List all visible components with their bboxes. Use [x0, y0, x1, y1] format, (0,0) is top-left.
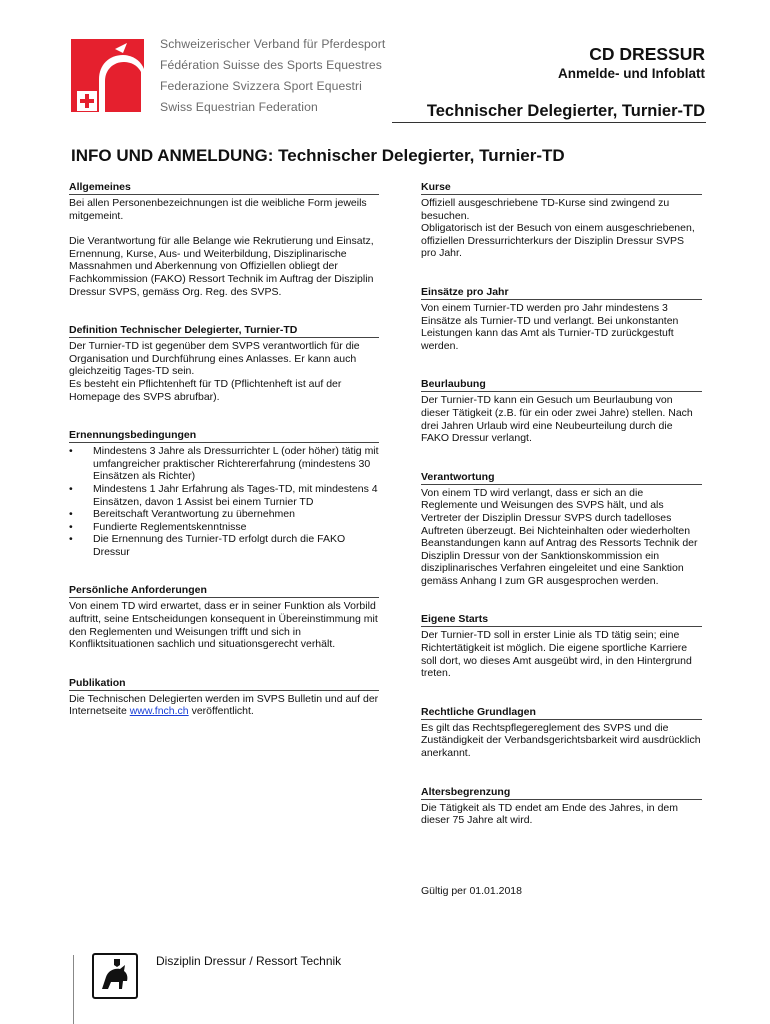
section-heading: Allgemeines: [69, 181, 379, 195]
header-divider: [392, 122, 706, 123]
section-heading: Kurse: [421, 181, 702, 195]
section-allgemeines: [69, 181, 379, 298]
paragraph: Bei allen Personenbezeichnungen ist die weibliche Form jeweils mitgemeint.: [69, 197, 367, 222]
paragraph: Obligatorisch ist der Besuch von einem ausgeschriebenen, offiziellen Dressurrichterkurs der Disziplin Dressur SVPS pro Jahr.: [421, 222, 695, 260]
section-heading: Einsätze pro Jahr: [421, 286, 702, 300]
section-heading: Publikation: [69, 677, 379, 691]
section-heading: Ernennungsbedingungen: [69, 429, 379, 443]
list-item: • Mindestens 3 Jahre als Dressurrichter L (oder höher) tätig mit umfangreicher praktischer Richtererfahrung (mindestens 30 Einsätzen als Richter): [93, 445, 379, 483]
page-title: INFO UND ANMELDUNG: Technischer Delegierter, Turnier-TD: [71, 146, 565, 165]
section-heading: Altersbegrenzung: [421, 786, 702, 800]
paragraph: Es gilt das Rechtspflegereglement des SVPS und die Zuständigkeit der Verbandsgerichtsbarkeit wird ausdrücklich anerkannt.: [421, 721, 701, 760]
list-item: • Die Ernennung des Turnier-TD erfolgt durch die FAKO Dressur: [93, 533, 379, 558]
footer-text: Disziplin Dressur / Ressort Technik: [156, 954, 342, 968]
paragraph-text: Die Technischen Delegierten werden im SVPS Bulletin und auf der Internetseite: [69, 692, 379, 718]
paragraph-text: veröffentlicht.: [188, 705, 254, 718]
list-item: • Fundierte Reglementskenntnisse: [93, 521, 379, 534]
dressage-icon: [92, 953, 138, 999]
doc-subtitle: Anmelde- und Infoblatt: [558, 66, 705, 81]
dressage-pictogram: [92, 953, 138, 999]
section-heading: Rechtliche Grundlagen: [421, 706, 702, 720]
paragraph: Von einem TD wird verlangt, dass er sich an die Reglemente und Weisungen des SVPS hält, und als Vertreter der Disziplin Dressur SVPS durch tadelloses Auftreten überzeugt. Bei Nichteinhalten oder wiederholten Beanstandungen kann auf Antrag des Ressorts Technik der Disziplin Dressur von der Sanktionskommission ein disziplinarisches Verfahren eingeleitet und eine Sanktion gemäss Anhang I zum GR ausgesprochen werden.: [421, 486, 698, 587]
paragraph: Der Turnier-TD kann ein Gesuch um Beurlaubung von dieser Tätigkeit (z.B. für ein oder zwei Jahre) stellen. Nach drei Jahren Urlaub wird eine Neubeurteilung durch die FAKO Dressur verlangt.: [421, 394, 693, 445]
section-verantwortung: [421, 471, 702, 588]
section-ernennungsbedingungen: [69, 429, 379, 558]
section-heading: Definition Technischer Delegierter, Turnier-TD: [69, 324, 379, 338]
section-beurlaubung: [421, 378, 702, 444]
org-name-en: Swiss Equestrian Federation: [160, 100, 318, 114]
section-heading: Verantwortung: [421, 471, 702, 485]
left-column: [69, 181, 379, 718]
section-altersbegrenzung: [421, 786, 702, 827]
paragraph: Von einem Turnier-TD werden pro Jahr mindestens 3 Einsätze als Turnier-TD und verlangt. Bei unkonstanten Leistungen kann das Amt als Turnier-TD zurückgestuft werden.: [421, 301, 679, 352]
horse-logo-icon: [71, 39, 144, 112]
list-item: • Bereitschaft Verantwortung zu übernehmen: [93, 508, 379, 521]
svps-logo: [71, 39, 144, 112]
validity-date: Gültig per 01.01.2018: [421, 884, 522, 897]
role-title: Technischer Delegierter, Turnier-TD: [426, 102, 705, 120]
paragraph: Es besteht ein Pflichtenheft für TD (Pflichtenheft ist auf der Homepage des SVPS abrufbar).: [69, 377, 342, 403]
section-eigene-starts: [421, 613, 702, 679]
footer-divider: [73, 955, 74, 1024]
org-name-de: Schweizerischer Verband für Pferdesport: [160, 37, 386, 51]
paragraph: Die Verantwortung für alle Belange wie Rekrutierung und Einsatz, Ernennung, Kurse, Aus- und Weiterbildung, Disziplinarische Massnahmen und Aberkennung von Offiziellen obliegt der Fachkommission (FAKO) Ressort Technik im Auftrag der Disziplin Dressur SVPS, gemäss Org. Reg. des SVPS.: [69, 235, 374, 298]
section-definition: [69, 324, 379, 403]
section-heading: Eigene Starts: [421, 613, 702, 627]
section-heading: Persönliche Anforderungen: [69, 584, 379, 598]
paragraph: Von einem TD wird erwartet, dass er in seiner Funktion als Vorbild auftritt, seine Entscheidungen konsequent in Übereinstimmung mit den Reglementen und Weisungen trifft und sich in Konfliktsituationen sachlich und situationsgerecht verhält.: [69, 600, 378, 651]
right-column: [421, 181, 702, 897]
section-rechtliche-grundlagen: [421, 706, 702, 760]
section-persoenliche-anforderungen: [69, 584, 379, 650]
section-kurse: [421, 181, 702, 260]
fnch-website-link[interactable]: www.fnch.ch: [129, 705, 189, 718]
paragraph: Der Turnier-TD ist gegenüber dem SVPS verantwortlich für die Organisation und Durchführung eines Anlasses. Er kann auch gleichzeitig Tages-TD sein.: [69, 340, 360, 378]
section-einsaetze: [421, 286, 702, 352]
section-publikation: [69, 677, 379, 718]
doc-title: CD DRESSUR: [589, 44, 705, 64]
org-name-fr: Fédération Suisse des Sports Equestres: [160, 58, 382, 72]
org-name-it: Federazione Svizzera Sport Equestri: [160, 79, 362, 93]
section-heading: Beurlaubung: [421, 378, 702, 392]
paragraph: Offiziell ausgeschriebene TD-Kurse sind zwingend zu besuchen.: [421, 197, 670, 222]
list-item: • Mindestens 1 Jahr Erfahrung als Tages-TD, mit mindestens 4 Einsätzen, davon 1 Assist bei einem Turnier TD: [93, 483, 379, 508]
paragraph: Der Turnier-TD soll in erster Linie als TD tätig sein; eine Richtertätigkeit ist möglich. Die eigene sportliche Karriere soll dort, wo dieses Amt ausgeübt wird, in den Hintergrund treten.: [421, 629, 692, 680]
paragraph: Die Tätigkeit als TD endet am Ende des Jahres, in dem dieser 75 Jahre alt wird.: [421, 801, 678, 827]
requirements-list: [69, 445, 379, 558]
